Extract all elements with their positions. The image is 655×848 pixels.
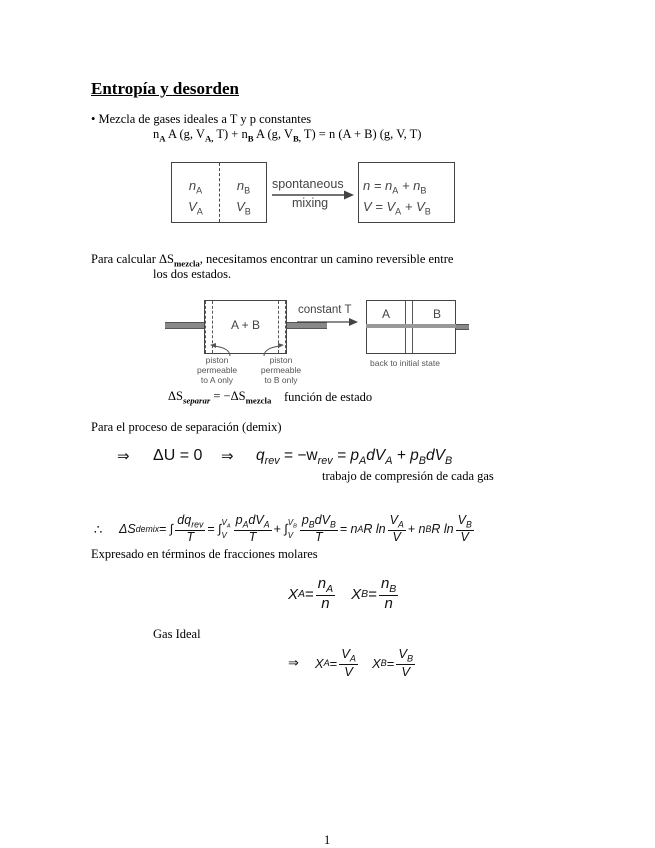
- reaction-na: n: [153, 127, 160, 141]
- reaction-equation: [153, 127, 421, 144]
- final-label-b: B: [433, 307, 442, 321]
- para-calcular-line2: los dos estados.: [153, 267, 232, 281]
- page-title: Entropía y desorden: [91, 79, 239, 98]
- eq1-heat: $q_{rev} = -w_{rev} = p_AdV_A + p_BdV_B$: [256, 447, 453, 468]
- molar-text: Expresado en términos de fracciones molares: [91, 547, 318, 561]
- back-to-initial-label: back to initial state: [370, 358, 440, 368]
- final-through-rod: [366, 324, 456, 328]
- eq4-ideal-gas: ⇒ X A = $\frac{V_A}{V}$ X B = $\frac{V_B}{V}$: [288, 646, 414, 680]
- eq2-therefore: ∴: [94, 522, 103, 537]
- state-function-label: función de estado: [284, 390, 373, 404]
- eq1-du: ΔU = 0: [153, 447, 203, 464]
- compression-text: trabajo de compresión de cada gas: [322, 469, 494, 483]
- constant-t-arrow-icon: [296, 317, 360, 327]
- ideal-gas-label: Gas Ideal: [153, 627, 201, 641]
- arrow-label-spontaneous: spontaneous: [272, 177, 344, 191]
- final-label-a: A: [382, 307, 391, 321]
- reaction-nb: n: [241, 127, 248, 141]
- piston-box-label: A + B: [230, 318, 261, 332]
- reaction-gas-a: A (g, V: [165, 127, 205, 141]
- state-function-eq: $\Delta S_{separar} = -\Delta S_{mezcla}$: [168, 389, 272, 406]
- para-calcular: Para calcular $\Delta S_{mezcla}$, necesitamos encontrar un camino reversible entre: [91, 252, 454, 269]
- mixing-cell-a: $n_A$ $V_A$: [188, 178, 203, 217]
- reaction-na-sub: A: [159, 133, 166, 144]
- piston-a-caption: piston permeable to A only: [197, 355, 238, 385]
- left-rod: [165, 322, 204, 329]
- eq2-entropy: ΔS demix = ∫ $\frac{dq_{rev}}{T}$ = ∫ $V_A$ V $\frac{p_AdV_A}{T}$ + ∫ $V_B$ V $\frac{p_BdV_B}{T}$ = n A R ln $\frac{V_A}{V}$ + n B R ln $\frac{V_B}{V}$: [119, 513, 472, 544]
- eq1-arrow1: ⇒: [117, 448, 130, 465]
- mixing-cell-b: $n_B$ $V_B$: [236, 178, 251, 217]
- reaction-ta: T) +: [213, 127, 242, 141]
- arrow-label-mixing: mixing: [292, 196, 329, 210]
- reaction-nb-sub: B: [247, 133, 254, 144]
- reaction-tb: T) = n (A + B) (g, V, T): [300, 127, 422, 141]
- reaction-vb-sub: B,: [292, 133, 301, 144]
- constant-t-label: constant T: [298, 304, 352, 316]
- mixing-partition: [219, 163, 220, 222]
- mixing-result: $n = n_A + n_B$ $V = V_A + V_B$: [363, 178, 431, 217]
- reaction-gas-b: A (g, V: [253, 127, 293, 141]
- demix-text: Para el proceso de separación (demix): [91, 420, 282, 434]
- eq1-arrow2: ⇒: [221, 448, 234, 465]
- final-rod: [456, 324, 469, 330]
- mixing-arrow-icon: [270, 189, 356, 201]
- piston-b-caption: piston permeable to B only: [260, 355, 302, 385]
- eq3-molar-fractions: X A = $\frac{n_A}{n}$ X B = $\frac{n_B}{n}$: [288, 575, 397, 613]
- reaction-va-sub: A,: [204, 133, 214, 144]
- bullet-mezcla: • Mezcla de gases ideales a T y p constantes: [91, 112, 312, 126]
- page-number: 1: [324, 833, 331, 847]
